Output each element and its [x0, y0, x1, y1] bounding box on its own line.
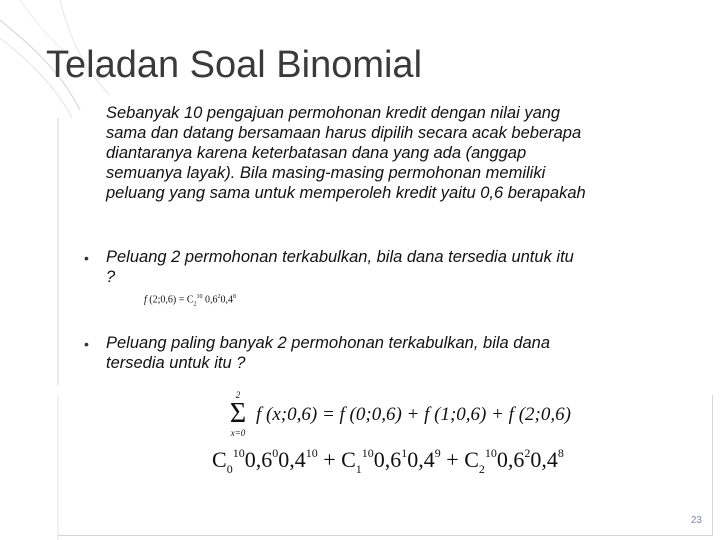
question-1: Peluang 2 permohonan terkabulkan, bila dana tersedia untuk itu ? [106, 248, 574, 286]
slide-title: Teladan Soal Binomial [46, 44, 423, 86]
question-2: Peluang paling banyak 2 permohonan terkabulkan, bila dana tersedia untuk itu ? [106, 334, 550, 372]
bullet-icon: • [84, 250, 89, 266]
problem-statement: Sebanyak 10 pengajuan permohonan kredit dengan nilai yang sama dan datang bersamaan harus dipilih secara acak beberapa diantaranya karena keterbatasan dana yang ada (anggap semuanya layak). Bila masing-masing permohonan memiliki peluang yang sama untuk memperoleh kredit yaitu 0,6 berapakah [106, 104, 586, 202]
slide: Teladan Soal Binomial Sebanyak 10 pengajuan permohonan kredit dengan nilai yang sama dan datang bersamaan harus dipilih secara acak beberapa diantaranya karena keterbatasan dana yang ada (anggap semuanya layak). Bila masing-masing permohonan memiliki peluang yang sama untuk memperoleh kredit yaitu 0,6 berapakah • Peluang 2 permohonan terkabulkan, bila dana tersedia untuk itu ? f (2;0,6) = $C_2^{10}$ $0,6^20,4^8$ • Peluang paling banyak 2 permohonan terkabulkan, bila dana tersedia untuk itu ? 2 Σ x=0 f (x;0,6) = f (0;0,6) + f (1;0,6) + f (2;0,6) $C_0^{10}0,6^00,4^{10} + C_1^{10}0,6^10,4^9 + C_2^{10}0,6^20,4^8$ 23 [0, 0, 720, 540]
bullet-icon: • [84, 336, 89, 352]
page-number: 23 [690, 515, 702, 526]
formula-question-1: f (2;0,6) = $C_2^{10}$ $0,6^20,4^8$ [144, 294, 237, 308]
